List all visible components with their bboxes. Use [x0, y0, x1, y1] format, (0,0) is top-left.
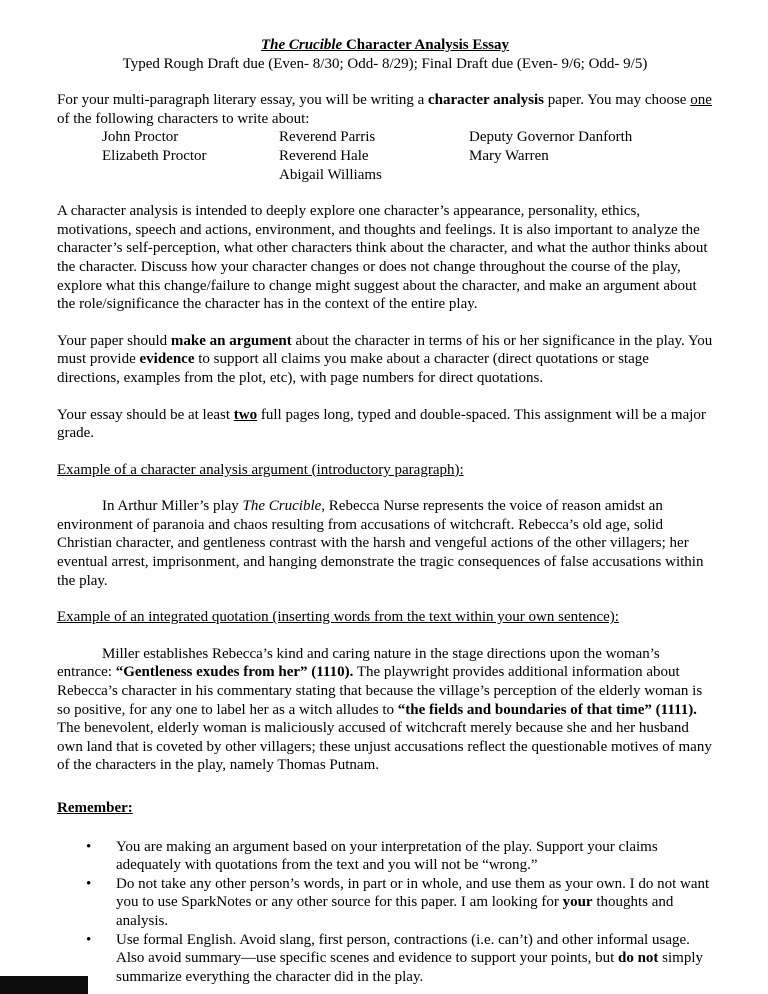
character-list [102, 128, 713, 184]
example2-heading: Example of an integrated quotation (inserting words from the text within your own sentence): [57, 609, 619, 626]
reminder-list [86, 838, 713, 987]
example2-paragraph: Miller establishes Rebecca’s kind and caring nature in the stage directions upon the woman’s entrance: “Gentleness exudes from her” (1110). The playwright provides additional information about Rebecca’s character in his commentary stating that because the village’s perception of the elderly woman is so positive, for any one to label her as a witch alludes to “the fields and boundaries of that time” (1111). The benevolent, elderly woman is maliciously accused of witchcraft merely because she and her husband own land that is coveted by other villagers; these unjust accusations reflect the questionable motives of many of the characters in the play, namely Thomas Putnam. [57, 645, 712, 774]
intro-paragraph: For your multi-paragraph literary essay, you will be writing a character analysis paper. You may choose one of the following characters to write about: [57, 92, 712, 127]
character-name: Reverend Parris [279, 129, 376, 146]
character-column-3 [469, 128, 713, 184]
bottom-left-artifact [0, 976, 88, 994]
length-requirements-paragraph: Your essay should be at least two full pages long, typed and double-spaced. This assignment will be a major grade. [57, 406, 706, 442]
example1-heading: Example of a character analysis argument (introductory paragraph): [57, 461, 464, 478]
character-column-2 [279, 128, 469, 184]
remember-heading: Remember: [57, 800, 133, 816]
document-title: The Crucible Character Analysis Essay [260, 37, 510, 53]
character-name: Mary Warren [469, 147, 549, 164]
due-dates-line: Typed Rough Draft due (Even- 8/30; Odd- 8/29); Final Draft due (Even- 9/6; Odd- 9/5) [122, 55, 648, 72]
list-item: • Use formal English. Avoid slang, first person, contractions (i.e. can’t) and other informal usage. Also avoid summary—use specific scenes and evidence to support your points, but do not simply summarize everything the character did in the play. [86, 931, 713, 987]
character-name: Reverend Hale [279, 147, 369, 164]
character-column-1 [102, 128, 279, 184]
character-name: Deputy Governor Danforth [469, 129, 633, 146]
analysis-description-paragraph: A character analysis is intended to deeply explore one character’s appearance, personality, ethics, motivations, speech and actions, environment, and thoughts and feelings. It is also important to analyze the character’s self-perception, what other characters think about the character, and what the author thinks about the character. Discuss how your character changes or does not change throughout the course of the play, explore what this change/failure to change might suggest about the character, and make an argument about the role/significance the character has in the context of the entire play. [57, 203, 708, 313]
character-name: John Proctor [102, 129, 179, 146]
list-item: • Do not take any other person’s words, in part or in whole, and use them as your own. I do not want you to use SparkNotes or any other source for this paper. I am looking for your thoughts and analysis. [86, 875, 713, 931]
character-name: Abigail Williams [279, 166, 382, 183]
example1-paragraph: In Arthur Miller’s play The Crucible, Rebecca Nurse represents the voice of reason amidst an environment of paranoia and chaos resulting from accusations of witchcraft. Rebecca’s old age, solid Christian character, and gentleness contrast with the harsh and vengeful actions of the other villagers; her eventual arrest, imprisonment, and hanging demonstrate the tragic consequences of false accusations within the play. [57, 498, 704, 589]
argument-requirements-paragraph: Your paper should make an argument about the character in terms of his or her significance in the play. You must provide evidence to support all claims you make about a character (direct quotations or stage directions, examples from the plot, etc), with page numbers for direct quotations. [57, 332, 713, 386]
list-item: • You are making an argument based on your interpretation of the play. Support your claims adequately with quotations from the text and you will not be “wrong.” [86, 838, 713, 875]
character-name: Elizabeth Proctor [102, 147, 207, 164]
